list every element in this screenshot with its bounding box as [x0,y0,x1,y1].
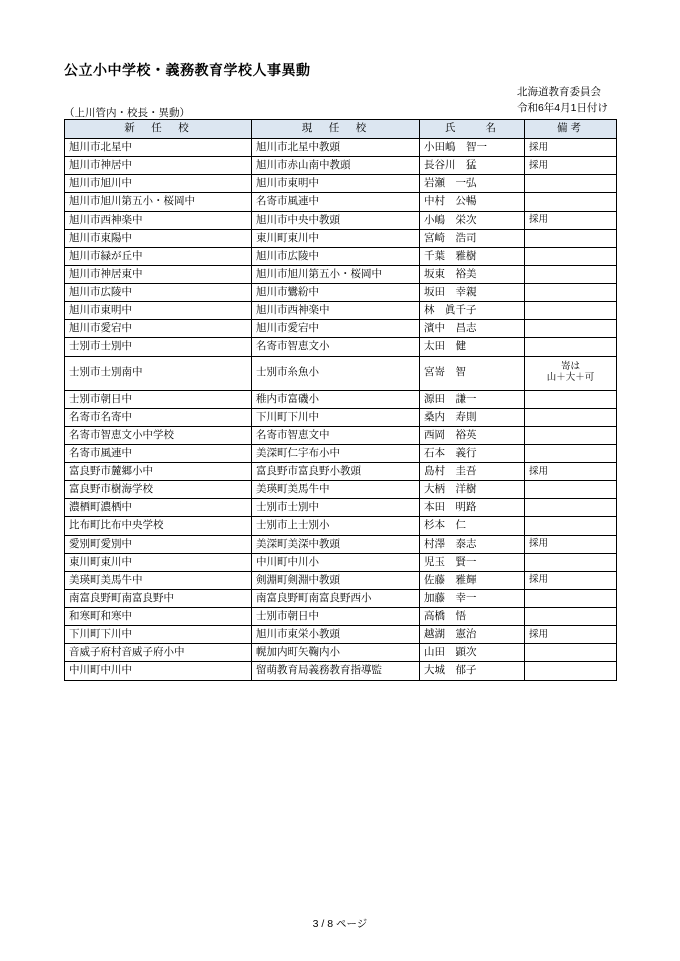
cell-name: 宮嵜 智 [420,356,525,390]
cell-current-school: 名寄市智恵文小 [252,338,420,356]
cell-current-school: 美深町美深中教頭 [252,535,420,553]
column-header-note: 備考 [525,120,617,139]
cell-note [525,247,617,265]
cell-new-school: 愛別町愛別中 [65,535,252,553]
cell-new-school: 音威子府村音威子府小中 [65,644,252,662]
cell-new-school: 旭川市東陽中 [65,229,252,247]
table-row [65,193,617,211]
table-row [65,265,617,283]
table-row [65,626,617,644]
cell-current-school: 旭川市東明中 [252,175,420,193]
cell-note [525,499,617,517]
cell-new-school: 旭川市北星中 [65,139,252,157]
cell-name: 源田 謙一 [420,390,525,408]
cell-current-school: 東川町東川中 [252,229,420,247]
column-header-current-school: 現 任 校 [252,120,420,139]
cell-name: 大柄 洋樹 [420,481,525,499]
cell-note [525,356,617,390]
cell-name: 桑内 寿則 [420,408,525,426]
issuer-block [517,84,608,117]
cell-note [525,408,617,426]
cell-note [525,662,617,680]
cell-note: 採用 [525,571,617,589]
cell-new-school: 濃栖町濃栖中 [65,499,252,517]
table-row [65,175,617,193]
cell-name: 林 眞千子 [420,302,525,320]
cell-new-school: 士別市士別南中 [65,356,252,390]
cell-name: 加藤 幸一 [420,589,525,607]
cell-name: 中村 公暢 [420,193,525,211]
page-footer: 3 / 8 ページ [312,918,368,930]
table-header-row [65,120,617,139]
cell-new-school: 南富良野町南富良野中 [65,589,252,607]
table-row [65,139,617,157]
cell-note [525,193,617,211]
cell-name: 小田嶋 智一 [420,139,525,157]
cell-current-school: 旭川市鸞紛中 [252,284,420,302]
cell-note [525,265,617,283]
cell-name: 大城 郁子 [420,662,525,680]
table-row [65,157,617,175]
cell-note [525,229,617,247]
cell-name: 児玉 賢一 [420,553,525,571]
cell-name: 島村 圭吾 [420,463,525,481]
cell-name: 石本 義行 [420,444,525,462]
cell-note: 採用 [525,157,617,175]
roster-table [64,119,617,681]
page-title: 公立小中学校・義務教育学校人事異動 [64,62,311,78]
table-row [65,426,617,444]
table-row [65,608,617,626]
cell-new-school: 旭川市旭川中 [65,175,252,193]
cell-note: 採用 [525,139,617,157]
cell-new-school: 旭川市旭川第五小・桜岡中 [65,193,252,211]
table-row [65,644,617,662]
cell-name: 佐藤 雅輝 [420,571,525,589]
cell-new-school: 旭川市緑が丘中 [65,247,252,265]
cell-current-school: 名寄市風連中 [252,193,420,211]
table-row [65,320,617,338]
cell-current-school: 稚内市富磯小 [252,390,420,408]
cell-new-school: 名寄市風連中 [65,444,252,462]
cell-note [525,608,617,626]
cell-note [525,517,617,535]
cell-name: 村澤 泰志 [420,535,525,553]
cell-note [525,644,617,662]
cell-note [525,390,617,408]
cell-note [525,175,617,193]
effective-date: 令和6年4月1日付け [516,102,608,115]
cell-name: 小嶋 栄次 [420,211,525,229]
cell-current-school: 士別市糸魚小 [252,356,420,390]
cell-new-school: 東川町東川中 [65,553,252,571]
cell-name: 坂田 幸親 [420,284,525,302]
cell-new-school: 富良野市麓郷小中 [65,463,252,481]
cell-name: 長谷川 猛 [420,157,525,175]
cell-note [525,589,617,607]
cell-new-school: 美瑛町美馬牛中 [65,571,252,589]
cell-current-school: 剣淵町剣淵中教頭 [252,571,420,589]
cell-current-school: 旭川市西神楽中 [252,302,420,320]
cell-current-school: 南富良野町南富良野西小 [252,589,420,607]
table-row [65,662,617,680]
cell-current-school: 旭川市愛宕中 [252,320,420,338]
cell-new-school: 旭川市広陵中 [65,284,252,302]
cell-current-school: 旭川市東栄小教頭 [252,626,420,644]
cell-note: 採用 [525,463,617,481]
cell-name: 濱中 昌志 [420,320,525,338]
cell-current-school: 名寄市智恵文中 [252,426,420,444]
issuer-name: 北海道教育委員会 [516,86,601,98]
cell-current-school: 中川町中川小 [252,553,420,571]
table-row [65,571,617,589]
cell-current-school: 旭川市旭川第五小・桜岡中 [252,265,420,283]
cell-note: 採用 [525,211,617,229]
cell-current-school: 士別市上士別小 [252,517,420,535]
cell-new-school: 下川町下川中 [65,626,252,644]
table-row [65,356,617,390]
cell-current-school: 留萌教育局義務教育指導監 [252,662,420,680]
cell-new-school: 旭川市神居中 [65,157,252,175]
section-subnote: （上川管内・校長・異動） [64,107,190,119]
cell-name: 坂東 裕美 [420,265,525,283]
table-row [65,247,617,265]
cell-new-school: 旭川市西神楽中 [65,211,252,229]
table-row [65,408,617,426]
table-row [65,499,617,517]
column-header-new-school: 新 任 校 [65,120,252,139]
cell-current-school: 旭川市北星中教頭 [252,139,420,157]
cell-note: 採用 [525,626,617,644]
cell-note [525,553,617,571]
cell-new-school: 名寄市智恵文小中学校 [65,426,252,444]
cell-note [525,426,617,444]
table-row [65,463,617,481]
table-row [65,517,617,535]
cell-new-school: 旭川市東明中 [65,302,252,320]
cell-current-school: 旭川市中央中教頭 [252,211,420,229]
cell-current-school: 下川町下川中 [252,408,420,426]
cell-new-school: 名寄市名寄中 [65,408,252,426]
note-line: 山＋大＋可 [546,372,595,383]
cell-note [525,284,617,302]
column-header-name: 氏 名 [420,120,525,139]
cell-name: 山田 顕次 [420,644,525,662]
table-row [65,535,617,553]
table-row [65,211,617,229]
table-body [65,139,617,681]
cell-new-school: 比布町比布中央学校 [65,517,252,535]
cell-new-school: 旭川市神居東中 [65,265,252,283]
cell-note [525,302,617,320]
cell-current-school: 士別市士別中 [252,499,420,517]
cell-new-school: 士別市朝日中 [65,390,252,408]
table-row [65,444,617,462]
cell-new-school: 中川町中川中 [65,662,252,680]
table-row [65,553,617,571]
table-row [65,390,617,408]
cell-current-school: 富良野市富良野小教頭 [252,463,420,481]
cell-note [525,481,617,499]
cell-current-school: 旭川市赤山南中教頭 [252,157,420,175]
note-line: 嵜は [560,361,580,373]
cell-name: 宮崎 浩司 [420,229,525,247]
cell-current-school: 美深町仁宇布小中 [252,444,420,462]
cell-name: 杉本 仁 [420,517,525,535]
cell-name: 越湖 憲治 [420,626,525,644]
cell-note: 採用 [525,535,617,553]
cell-current-school: 士別市朝日中 [252,608,420,626]
roster-table-wrap [64,119,616,681]
cell-name: 西岡 裕英 [420,426,525,444]
table-row [65,302,617,320]
table-row [65,229,617,247]
cell-name: 岩瀬 一弘 [420,175,525,193]
table-row [65,284,617,302]
cell-note [525,444,617,462]
cell-new-school: 富良野市樹海学校 [65,481,252,499]
cell-note [525,320,617,338]
cell-current-school: 旭川市広陵中 [252,247,420,265]
table-header [65,120,617,139]
table-row [65,589,617,607]
table-row [65,481,617,499]
cell-name: 千葉 雅樹 [420,247,525,265]
cell-current-school: 幌加内町矢鞠内小 [252,644,420,662]
cell-new-school: 士別市士別中 [65,338,252,356]
cell-note [525,338,617,356]
table-row [65,338,617,356]
cell-name: 本田 明路 [420,499,525,517]
cell-name: 太田 健 [420,338,525,356]
cell-new-school: 和寒町和寒中 [65,608,252,626]
cell-current-school: 美瑛町美馬牛中 [252,481,420,499]
cell-name: 高橋 悟 [420,608,525,626]
cell-new-school: 旭川市愛宕中 [65,320,252,338]
